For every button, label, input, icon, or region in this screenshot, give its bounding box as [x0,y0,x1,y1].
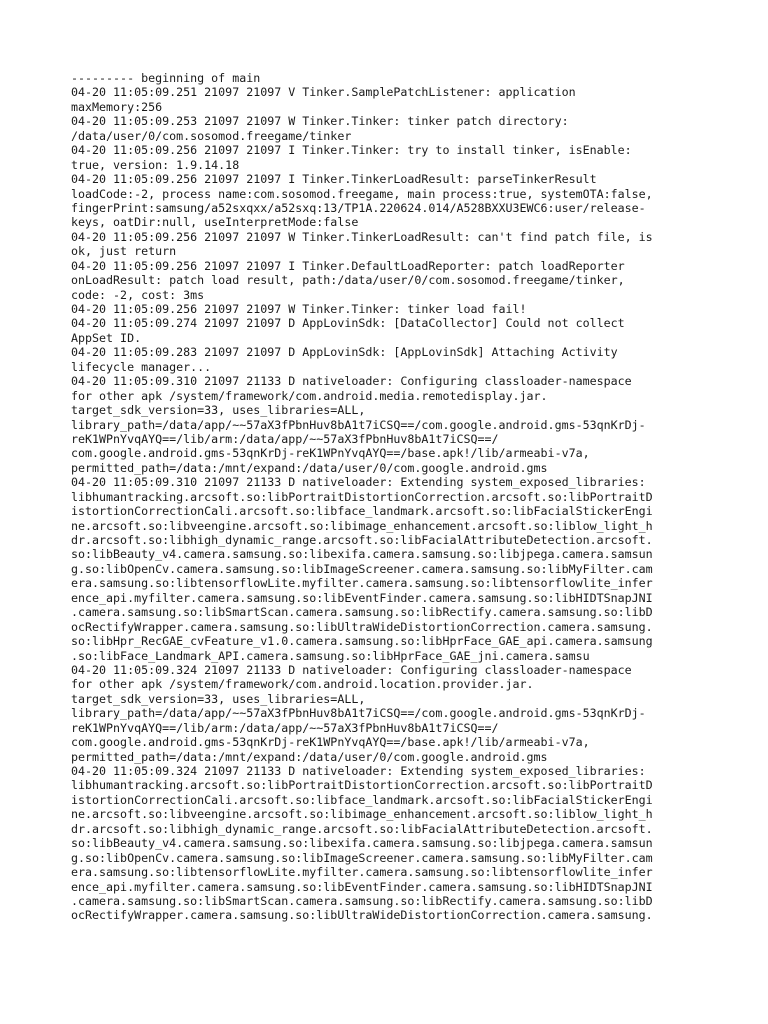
log-line: com.google.android.gms-53qnKrDj-reK1WPnYvqAYQ==/base.apk!/lib/armeabi-v7a, [71,735,590,750]
log-line: ne.arcsoft.so:libveengine.arcsoft.so:libimage_enhancement.arcsoft.so:liblow_light_h [71,807,653,822]
log-line: istortionCorrectionCali.arcsoft.so:libface_landmark.arcsoft.so:libFacialStickerEngi [71,792,653,807]
log-line: onLoadResult: patch load result, path:/data/user/0/com.sosomod.freegame/tinker, [71,273,625,288]
log-line: ocRectifyWrapper.camera.samsung.so:libUltraWideDistortionCorrection.camera.samsung. [71,619,653,634]
log-line: 04-20 11:05:09.310 21097 21133 D nativeloader: Extending system_exposed_libraries: [71,475,646,490]
log-line: ok, just return [71,244,177,259]
log-line: 04-20 11:05:09.274 21097 21097 D AppLovinSdk: [DataCollector] Could not collect [71,316,625,331]
log-line: 04-20 11:05:09.256 21097 21097 W Tinker.Tinker: tinker load fail! [71,302,527,316]
log-line: 04-20 11:05:09.283 21097 21097 D AppLovinSdk: [AppLovinSdk] Attaching Activity [71,345,618,360]
log-line: fingerPrint:samsung/a52sxqxx/a52sxq:13/TP1A.220624.014/A528BXXU3EWC6:user/release- [71,200,646,215]
log-line: dr.arcsoft.so:libhigh_dynamic_range.arcsoft.so:libFacialAttributeDetection.arcsoft. [71,533,653,547]
log-line: 04-20 11:05:09.256 21097 21097 I Tinker.TinkerLoadResult: parseTinkerResult [71,172,597,187]
log-line: ocRectifyWrapper.camera.samsung.so:libUltraWideDistortionCorrection.camera.samsung. [71,908,653,923]
log-line: --------- beginning of main [71,71,261,85]
log-line: 04-20 11:05:09.256 21097 21097 I Tinker.Tinker: try to install tinker, isEnable: [71,143,632,158]
log-line: ence_api.myfilter.camera.samsung.so:libEventFinder.camera.samsung.so:libHIDTSnapJNI [71,879,653,894]
log-line: 04-20 11:05:09.324 21097 21133 D nativeloader: Configuring classloader-namespace [71,662,632,677]
log-line: target_sdk_version=33, uses_libraries=ALL, [71,403,366,418]
log-line: 04-20 11:05:09.324 21097 21133 D nativeloader: Extending system_exposed_libraries: [71,764,646,778]
log-line: so:libHpr_RecGAE_cvFeature_v1.0.camera.samsung.so:libHprFace_GAE_api.camera.samsung [71,634,653,649]
log-line: istortionCorrectionCali.arcsoft.so:libface_landmark.arcsoft.so:libFacialStickerEngi [71,504,653,519]
log-line: dr.arcsoft.so:libhigh_dynamic_range.arcsoft.so:libFacialAttributeDetection.arcsoft. [71,821,653,836]
log-line: so:libBeauty_v4.camera.samsung.so:libexifa.camera.samsung.so:libjpega.camera.samsun [71,547,653,562]
log-line: .camera.samsung.so:libSmartScan.camera.samsung.so:libRectify.camera.samsung.so:libD [71,605,653,620]
log-line: 04-20 11:05:09.256 21097 21097 I Tinker.DefaultLoadReporter: patch loadReporter [71,258,625,273]
log-line: .so:libFace_Landmark_API.camera.samsung.so:libHprFace_GAE_jni.camera.samsu [71,648,590,663]
log-line: lifecycle manager... [71,359,212,374]
log-line: g.so:libOpenCv.camera.samsung.so:libImageScreener.camera.samsung.so:libMyFilter.cam [71,850,653,865]
log-line: 04-20 11:05:09.310 21097 21133 D nativeloader: Configuring classloader-namespace [71,374,632,389]
log-text-block [71,71,711,923]
log-line: library_path=/data/app/~~57aX3fPbnHuv8bA1t7iCSQ==/com.google.android.gms-53qnKrDj- [71,417,646,432]
log-line: libhumantracking.arcsoft.so:libPortraitDistortionCorrection.arcsoft.so:libPortraitD [71,778,653,793]
log-line: era.samsung.so:libtensorflowLite.myfilter.camera.samsung.so:libtensorflowlite_infer [71,576,653,591]
log-line: for other apk /system/framework/com.android.location.provider.jar. [71,677,534,692]
log-line: .camera.samsung.so:libSmartScan.camera.samsung.so:libRectify.camera.samsung.so:libD [71,893,653,908]
log-line: /data/user/0/com.sosomod.freegame/tinker [71,128,352,143]
log-line: library_path=/data/app/~~57aX3fPbnHuv8bA1t7iCSQ==/com.google.android.gms-53qnKrDj- [71,706,646,721]
log-line: ence_api.myfilter.camera.samsung.so:libEventFinder.camera.samsung.so:libHIDTSnapJNI [71,590,653,605]
log-line: so:libBeauty_v4.camera.samsung.so:libexifa.camera.samsung.so:libjpega.camera.samsun [71,836,653,851]
log-line: permitted_path=/data:/mnt/expand:/data/user/0/com.google.android.gms [71,460,548,475]
log-line: loadCode:-2, process name:com.sosomod.freegame, main process:true, systemOTA:false, [71,186,653,201]
log-line: AppSet ID. [71,330,142,345]
log-line: ne.arcsoft.so:libveengine.arcsoft.so:libimage_enhancement.arcsoft.so:liblow_light_h [71,518,653,533]
log-line: libhumantracking.arcsoft.so:libPortraitDistortionCorrection.arcsoft.so:libPortraitD [71,489,653,504]
log-line: era.samsung.so:libtensorflowLite.myfilter.camera.samsung.so:libtensorflowlite_infer [71,865,653,880]
log-line: 04-20 11:05:09.251 21097 21097 V Tinker.SamplePatchListener: application [71,85,576,100]
log-line: keys, oatDir:null, useInterpretMode:false [71,215,359,230]
log-line: 04-20 11:05:09.256 21097 21097 W Tinker.TinkerLoadResult: can't find patch file, is [71,229,653,244]
log-line: reK1WPnYvqAYQ==/lib/arm:/data/app/~~57aX3fPbnHuv8bA1t7iCSQ==/ [71,431,499,446]
log-line: code: -2, cost: 3ms [71,287,205,302]
log-line: permitted_path=/data:/mnt/expand:/data/user/0/com.google.android.gms [71,749,548,764]
log-line: g.so:libOpenCv.camera.samsung.so:libImageScreener.camera.samsung.so:libMyFilter.cam [71,561,653,576]
log-line: com.google.android.gms-53qnKrDj-reK1WPnYvqAYQ==/base.apk!/lib/armeabi-v7a, [71,446,590,461]
log-line: reK1WPnYvqAYQ==/lib/arm:/data/app/~~57aX3fPbnHuv8bA1t7iCSQ==/ [71,720,499,735]
log-line: target_sdk_version=33, uses_libraries=ALL, [71,691,366,706]
log-line: maxMemory:256 [71,99,163,114]
log-line: for other apk /system/framework/com.android.media.remotedisplay.jar. [71,388,548,403]
log-line: 04-20 11:05:09.253 21097 21097 W Tinker.Tinker: tinker patch directory: [71,114,569,129]
log-line: true, version: 1.9.14.18 [71,157,240,172]
